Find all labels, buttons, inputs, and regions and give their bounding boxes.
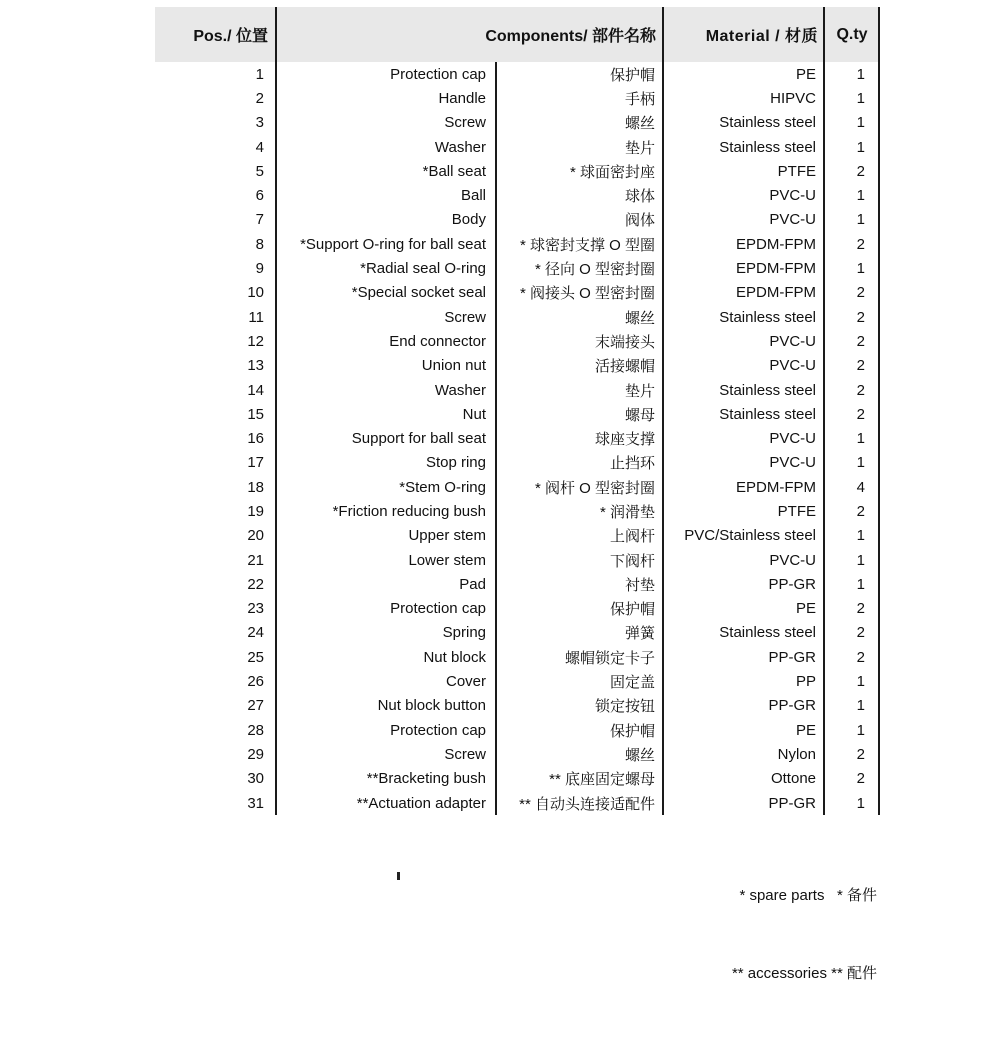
cell-material: Ottone — [770, 770, 816, 788]
table-row — [155, 232, 880, 256]
table-row — [155, 669, 880, 693]
cell-quantity: 2 — [856, 357, 865, 375]
cell-quantity: 1 — [856, 673, 865, 691]
cell-position: 11 — [248, 308, 264, 326]
cell-component-cn: 手柄 — [624, 90, 655, 108]
cell-component-cn: 球体 — [624, 188, 655, 206]
cell-position: 17 — [247, 454, 264, 472]
cell-material: PP-GR — [768, 648, 816, 666]
cell-position: 5 — [255, 162, 264, 180]
footnotes — [732, 831, 877, 1039]
cell-material: Stainless steel — [719, 624, 816, 642]
cell-quantity: 2 — [856, 381, 865, 399]
table-row — [155, 329, 880, 353]
cell-component-en: Support for ball seat — [351, 430, 486, 448]
cell-quantity: 1 — [856, 138, 865, 156]
table-row — [155, 548, 880, 572]
cell-material: Stainless steel — [719, 308, 816, 326]
table-row — [155, 183, 880, 207]
cell-position: 9 — [255, 260, 264, 278]
cell-quantity: 1 — [856, 721, 865, 739]
cell-component-cn: 保护帽 — [609, 601, 655, 619]
cell-material: PVC-U — [769, 332, 816, 350]
footnote-spare-parts: * spare parts * 备件 — [739, 887, 877, 904]
cell-quantity: 4 — [856, 478, 865, 496]
cell-material: PVC-U — [769, 454, 816, 472]
table-row — [155, 742, 880, 766]
cell-position: 19 — [247, 502, 264, 520]
cell-component-en: Lower stem — [408, 551, 486, 569]
table-row — [155, 281, 880, 305]
table-body — [155, 62, 880, 815]
cell-component-en: *Friction reducing bush — [332, 502, 486, 520]
cell-position: 22 — [247, 575, 264, 593]
cell-quantity: 2 — [856, 235, 865, 253]
divider-component-en-cn — [495, 62, 497, 815]
cell-component-en: End connector — [389, 332, 486, 350]
cell-material: PVC/Stainless steel — [684, 527, 816, 545]
table-row — [155, 597, 880, 621]
cell-material: PVC-U — [769, 551, 816, 569]
cell-position: 26 — [247, 673, 264, 691]
cell-component-en: *Radial seal O-ring — [360, 260, 486, 278]
table-row — [155, 208, 880, 232]
cell-quantity: 1 — [856, 65, 865, 83]
cell-quantity: 2 — [856, 332, 865, 350]
cell-material: EPDM-FPM — [736, 478, 816, 496]
table-row — [155, 451, 880, 475]
cell-material: PP — [795, 673, 816, 691]
table-row — [155, 159, 880, 183]
cell-material: Stainless steel — [719, 381, 816, 399]
cell-component-en: Handle — [438, 89, 486, 107]
cell-position: 28 — [247, 721, 264, 739]
cell-component-cn: 垫片 — [624, 139, 655, 157]
cell-quantity: 2 — [856, 308, 865, 326]
table-row — [155, 718, 880, 742]
cell-component-en: Union nut — [421, 357, 486, 375]
cell-position: 31 — [247, 794, 264, 812]
cell-component-en: **Actuation adapter — [356, 794, 486, 812]
cell-material: Stainless steel — [719, 138, 816, 156]
table-header-row — [155, 7, 880, 62]
cell-position: 6 — [255, 187, 264, 205]
cell-component-en: Nut block — [423, 648, 486, 666]
cell-quantity: 2 — [856, 405, 865, 423]
divider-components-material — [662, 7, 664, 815]
cell-component-en: Stop ring — [425, 454, 486, 472]
table-row — [155, 111, 880, 135]
cell-position: 14 — [247, 381, 264, 399]
cell-quantity: 1 — [856, 114, 865, 132]
cell-quantity: 1 — [856, 454, 865, 472]
cell-component-cn: 螺帽锁定卡子 — [564, 649, 655, 667]
cell-position: 18 — [247, 478, 264, 496]
cell-component-cn: 下阀杆 — [609, 552, 655, 570]
table-row — [155, 499, 880, 523]
cell-position: 23 — [247, 600, 264, 618]
table-row — [155, 402, 880, 426]
cell-quantity: 2 — [856, 745, 865, 763]
cell-material: PTFE — [777, 162, 816, 180]
cell-component-cn: * 球密封支撑 O 型圈 — [519, 236, 655, 254]
cell-position: 16 — [247, 430, 264, 448]
cell-component-en: *Ball seat — [422, 162, 486, 180]
cell-component-cn: ** 自动头连接适配件 — [519, 795, 655, 813]
cell-material: PP-GR — [768, 697, 816, 715]
cell-position: 29 — [247, 745, 264, 763]
cell-component-cn: ** 底座固定螺母 — [549, 771, 655, 789]
cell-material: PTFE — [777, 502, 816, 520]
cell-component-cn: 衬垫 — [624, 576, 655, 594]
cell-component-en: *Special socket seal — [351, 284, 486, 302]
table-row — [155, 426, 880, 450]
cell-component-cn: 止挡环 — [609, 455, 655, 473]
table-row — [155, 256, 880, 280]
cell-quantity: 1 — [856, 794, 865, 812]
cell-material: Stainless steel — [719, 405, 816, 423]
cell-quantity: 2 — [856, 162, 865, 180]
cell-material: PE — [795, 600, 816, 618]
cell-quantity: 1 — [856, 697, 865, 715]
cell-component-cn: 锁定按钮 — [594, 698, 655, 716]
cell-material: PVC-U — [769, 357, 816, 375]
cell-component-en: Nut — [462, 405, 486, 423]
cell-component-en: Pad — [459, 575, 486, 593]
cell-quantity: 2 — [856, 648, 865, 666]
cell-component-en: Screw — [444, 308, 486, 326]
table-row — [155, 524, 880, 548]
cell-material: PP-GR — [768, 575, 816, 593]
cell-quantity: 1 — [856, 430, 865, 448]
cell-component-cn: 保护帽 — [609, 66, 655, 84]
cell-component-cn: 保护帽 — [609, 722, 655, 740]
table-row — [155, 475, 880, 499]
cell-quantity: 1 — [856, 89, 865, 107]
cell-quantity: 2 — [856, 502, 865, 520]
table-row — [155, 354, 880, 378]
cell-quantity: 2 — [856, 284, 865, 302]
cell-component-en: Body — [451, 211, 486, 229]
cell-position: 12 — [247, 332, 264, 350]
cell-component-cn: 螺丝 — [624, 115, 655, 133]
cell-component-cn: * 径向 O 型密封圈 — [534, 261, 655, 279]
table-row — [155, 791, 880, 815]
cell-quantity: 1 — [856, 187, 865, 205]
cell-position: 21 — [247, 551, 264, 569]
cell-material: HIPVC — [770, 89, 816, 107]
cell-position: 20 — [247, 527, 264, 545]
divider-pos-components — [275, 7, 277, 815]
cell-component-en: Protection cap — [390, 600, 486, 618]
cell-component-cn: 螺丝 — [624, 309, 655, 327]
cell-material: PVC-U — [769, 211, 816, 229]
cell-component-en: Nut block button — [377, 697, 486, 715]
cell-material: EPDM-FPM — [736, 235, 816, 253]
cell-component-en: *Support O-ring for ball seat — [300, 235, 486, 253]
cell-quantity: 2 — [856, 770, 865, 788]
cell-position: 3 — [255, 114, 264, 132]
cell-component-en: Washer — [434, 138, 486, 156]
cell-position: 1 — [255, 65, 264, 83]
cell-position: 30 — [247, 770, 264, 788]
header-pos: Pos./ 位置 — [193, 28, 268, 45]
cell-quantity: 2 — [856, 624, 865, 642]
cell-component-cn: * 球面密封座 — [569, 163, 655, 181]
cell-material: PVC-U — [769, 430, 816, 448]
footnote-accessories: ** accessories ** 配件 — [731, 965, 877, 982]
cell-component-en: Cover — [445, 673, 486, 691]
cell-component-en: Screw — [444, 745, 486, 763]
table-row — [155, 621, 880, 645]
table-row — [155, 62, 880, 86]
cell-material: Stainless steel — [719, 114, 816, 132]
cell-component-cn: 弹簧 — [624, 625, 655, 643]
cell-component-en: Protection cap — [390, 65, 486, 83]
cell-component-en: Screw — [444, 114, 486, 132]
cell-position: 10 — [247, 284, 264, 302]
cell-component-en: Upper stem — [408, 527, 486, 545]
header-qty: Q.ty — [836, 25, 868, 43]
cell-quantity: 1 — [856, 551, 865, 569]
divider-material-qty — [823, 7, 825, 815]
cell-component-cn: * 阀接头 O 型密封圈 — [519, 285, 655, 303]
cell-component-en: Ball — [460, 187, 486, 205]
cell-component-cn: 螺母 — [624, 406, 655, 424]
cell-position: 4 — [255, 138, 264, 156]
table-row — [155, 378, 880, 402]
table-row — [155, 135, 880, 159]
cell-material: PP-GR — [768, 794, 816, 812]
cell-component-en: Protection cap — [390, 721, 486, 739]
cell-quantity: 1 — [856, 575, 865, 593]
cell-position: 15 — [247, 405, 264, 423]
cell-component-cn: 阀体 — [624, 212, 655, 230]
table-row — [155, 767, 880, 791]
cell-component-cn: 末端接头 — [594, 333, 655, 351]
cell-component-en: Spring — [442, 624, 486, 642]
cell-quantity: 2 — [856, 600, 865, 618]
cell-component-cn: * 阀杆 O 型密封圈 — [534, 479, 655, 497]
cell-position: 7 — [255, 211, 264, 229]
cell-component-cn: 活接螺帽 — [594, 358, 655, 376]
cell-component-cn: 螺丝 — [624, 746, 655, 764]
cell-quantity: 1 — [856, 527, 865, 545]
table-row — [155, 86, 880, 110]
parts-table — [155, 7, 880, 815]
cell-component-en: *Stem O-ring — [399, 478, 486, 496]
header-components: Components/ 部件名称 — [485, 28, 656, 45]
table-row — [155, 572, 880, 596]
cell-component-cn: 球座支撑 — [594, 431, 655, 449]
cell-material: EPDM-FPM — [736, 260, 816, 278]
cell-position: 2 — [255, 89, 264, 107]
cell-material: PVC-U — [769, 187, 816, 205]
cell-position: 25 — [247, 648, 264, 666]
table-row — [155, 305, 880, 329]
table-row — [155, 645, 880, 669]
cell-component-en: Washer — [434, 381, 486, 399]
cell-material: PE — [795, 65, 816, 83]
cell-component-cn: 垫片 — [624, 382, 655, 400]
cropped-figure-tick — [397, 872, 400, 880]
cell-material: Nylon — [777, 745, 816, 763]
header-material: Material / 材质 — [705, 28, 818, 45]
table-right-border — [878, 7, 880, 815]
cell-material: EPDM-FPM — [736, 284, 816, 302]
cell-component-en: **Bracketing bush — [366, 770, 486, 788]
cell-position: 13 — [247, 357, 264, 375]
cell-quantity: 1 — [856, 211, 865, 229]
table-row — [155, 694, 880, 718]
cell-component-cn: 固定盖 — [609, 674, 655, 692]
cell-position: 24 — [247, 624, 264, 642]
cell-material: PE — [795, 721, 816, 739]
cell-component-cn: 上阀杆 — [609, 528, 655, 546]
cell-quantity: 1 — [856, 260, 865, 278]
cell-position: 27 — [247, 697, 264, 715]
cell-position: 8 — [255, 235, 264, 253]
cell-component-cn: * 润滑垫 — [599, 503, 655, 521]
